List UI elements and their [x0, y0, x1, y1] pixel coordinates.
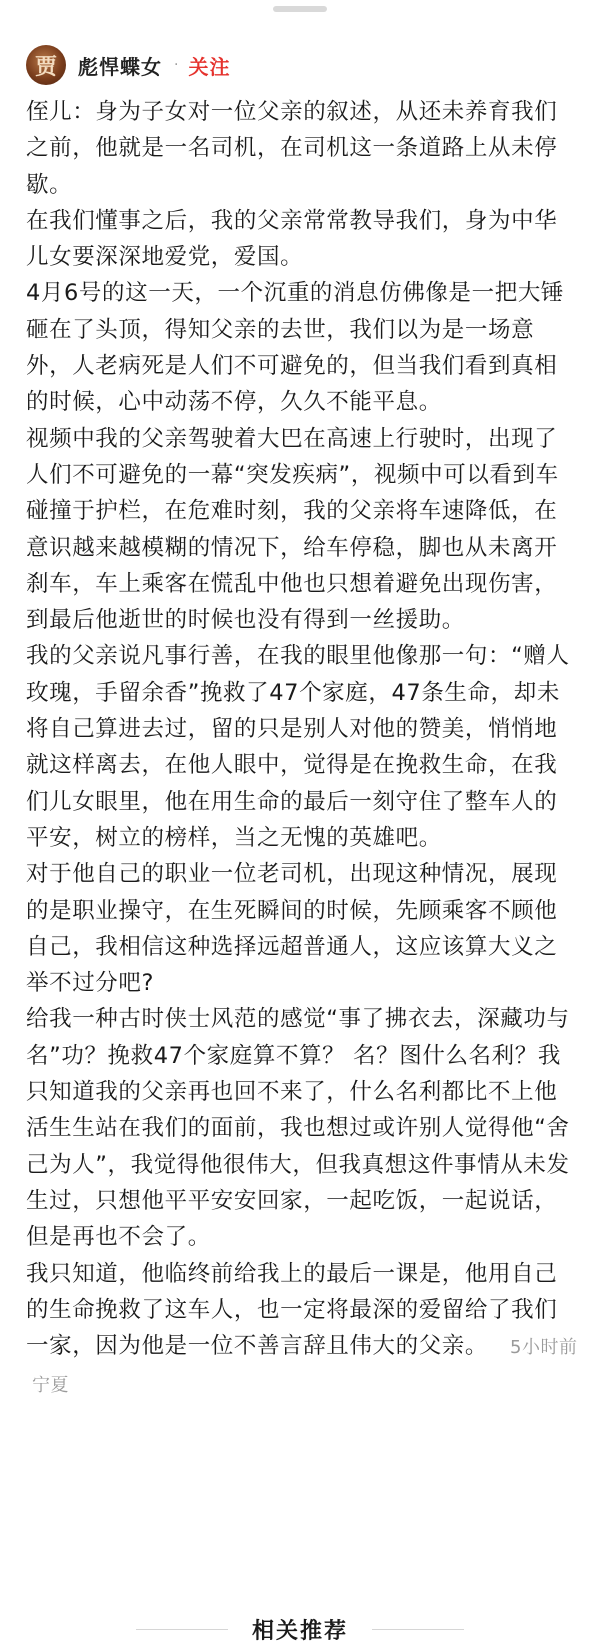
follow-button[interactable]: 关注: [188, 54, 231, 79]
post-paragraph-last: [26, 1256, 578, 1405]
post-paragraph-text: 我只知道，他临终前给我上的最后一课是，他用自己的生命挽救了这车人，也一定将最深的爱留给了我们一家，因为他是一位不善言辞且伟大的父亲。: [26, 1260, 558, 1360]
author-name[interactable]: 彪悍蝶女: [78, 54, 162, 79]
sheet-drag-handle[interactable]: [273, 6, 327, 12]
post-paragraph: 对于他自己的职业一位老司机，出现这种情况，展现的是职业操守，在生死瞬间的时候，先顾乘客不顾他自己，我相信这种选择远超普通人，这应该算大义之举不过分吧?: [26, 861, 558, 997]
post-time: 5小时前: [510, 1337, 578, 1359]
post-paragraph: 侄儿：身为子女对一位父亲的叙述，从还未养育我们之前，他就是一名司机，在司机这一条道路上从未停歇。: [26, 99, 558, 198]
post-location: 宁夏: [32, 1375, 69, 1397]
name-separator: ·: [174, 57, 179, 73]
related-title: 相关推荐: [251, 1619, 348, 1644]
divider-right: [372, 1629, 464, 1630]
post-paragraph: 在我们懂事之后，我的父亲常常教导我们，身为中华儿女要深深地爱党，爱国。: [26, 207, 558, 271]
post-paragraph: 4月6号的这一天，一个沉重的消息仿佛像是一把大锤砸在了头顶，得知父亲的去世，我们以为是一场意外，人老病死是人们不可避免的，但当我们看到真相的时候，心中动荡不停，久久不能平息。: [26, 280, 565, 416]
author-avatar[interactable]: [26, 45, 66, 85]
related-recommendations: [0, 1612, 600, 1650]
post-paragraph: 视频中我的父亲驾驶着大巴在高速上行驶时，出现了人们不可避免的一幕“突发疾病”，视频中可以看到车碰撞于护栏，在危难时刻，我的父亲将车速降低，在意识越来越模糊的情况下，给车停稳，脚也从未离开刹车，车上乘客在慌乱中他也只想着避免出现伤害，到最后他逝世的时候也没有得到一丝援助。: [26, 425, 559, 634]
avatar-glyph: 贾: [34, 53, 57, 80]
post-body: [26, 94, 578, 1405]
post-paragraph: 给我一种古时侠士风范的感觉“事了拂衣去，深藏功与名”功？挽救47个家庭算不算？ 名？图什么名利？我只知道我的父亲再也回不来了，什么名利都比不上他活生生站在我们的面前，我也想过或许别人觉得他“舍己为人”，我觉得他很伟大，但我真想这件事情从未发生过，只想他平平安安回家，一起吃饭，一起说话，但是再也不会了。: [26, 1006, 570, 1251]
post-paragraph: 我的父亲说凡事行善，在我的眼里他像那一句：“赠人玫瑰，手留余香”挽救了47个家庭，47条生命，却未将自己算进去过，留的只是别人对他的赞美，悄悄地就这样离去，在他人眼中，觉得是在挽救生命，在我们儿女眼里，他在用生命的最后一刻守住了整车人的平安，树立的榜样，当之无愧的英雄吧。: [26, 643, 570, 851]
author-header: [26, 44, 230, 86]
